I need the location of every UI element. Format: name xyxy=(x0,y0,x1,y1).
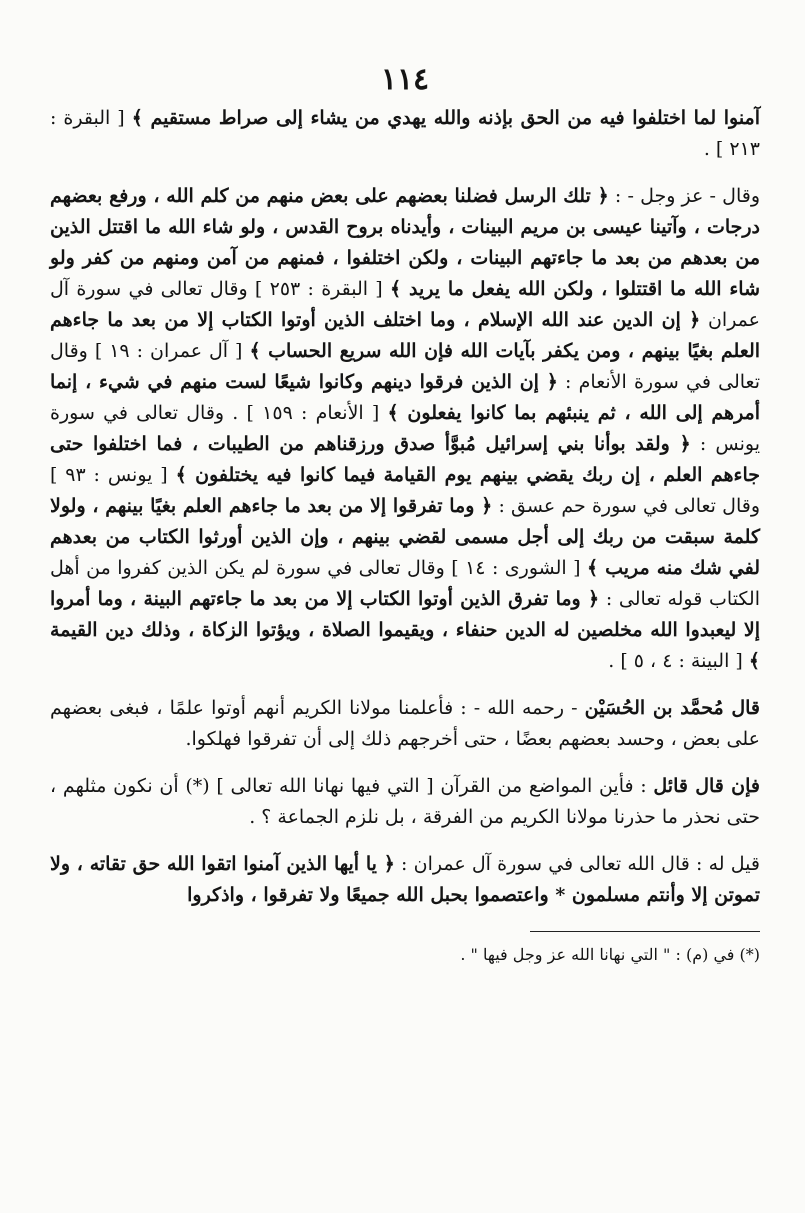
quran-verse: ﴿ إن الذين فرقوا دينهم وكانوا شيعًا لست منهم في شيء ، إنما أمرهم إلى الله ، ثم ينبئهم بما كانوا يفعلون ﴾ xyxy=(50,371,761,424)
quran-verse: ﴿ إن الدين عند الله الإسلام ، وما اختلف الذين أوتوا الكتاب إلا من بعد ما جاءهم العلم بغيًا بينهم ، ومن يكفر بآيات الله فإن الله سريع الحساب ﴾ xyxy=(50,309,761,362)
quran-verse: ﴿ ولقد بوأنا بني إسرائيل مُبوَّأ صدق ورزقناهم من الطيبات ، فما اختلفوا حتى جاءهم العلم ، إن ربك يقضي بينهم يوم القيامة فيما كانوا فيه يختلفون ﴾ xyxy=(50,433,761,486)
author-attribution: قال مُحمَّد بن الحُسَيْن xyxy=(584,697,761,719)
paragraph-5 xyxy=(50,849,760,911)
body-text: : فأين المواضع من القرآن [ التي فيها نهانا الله تعالى ] (*) أن نكون مثلهم ، حتى نحذر ما حذرنا مولانا الكريم من الفرقة ، بل نلزم الجماعة ؟ . xyxy=(50,775,760,828)
body-text: قيل له : قال الله تعالى في سورة آل عمران : xyxy=(394,853,760,875)
footnote-divider xyxy=(530,931,760,932)
body-text: [ البينة : ٤ ، ٥ ] . xyxy=(608,650,749,672)
quran-verse: ﴿ وما تفرق الذين أوتوا الكتاب إلا من بعد ما جاءتهم البينة ، وما أمروا إلا ليعبدوا الله مخلصين له الدين حنفاء ، ويقيموا الصلاة ، ويؤتوا الزكاة ، وذلك دين القيمة ﴾ xyxy=(50,588,760,672)
quran-verse: آمنوا لما اختلفوا فيه من الحق بإذنه والله يهدي من يشاء إلى صراط مستقيم ﴾ xyxy=(131,107,761,129)
body-text: وقال - عز وجل - : xyxy=(608,185,760,207)
paragraph-1 xyxy=(50,103,760,165)
paragraph-3 xyxy=(50,693,760,755)
page-number: ١١٤ xyxy=(380,62,430,97)
paragraph-4 xyxy=(50,771,760,833)
body-text: [ البقرة : ٢٥٣ ] وقال تعالى في سورة آل عمران xyxy=(50,278,760,331)
quran-verse: ﴿ وما تفرقوا إلا من بعد ما جاءهم العلم بغيًا بينهم ، ولولا كلمة سبقت من ربك إلى أجل مسمى لقضي بينهم ، وإن الذين أورثوا الكتاب من بعدهم لفي شك منه مريب ﴾ xyxy=(50,495,760,579)
body-text: [ يونس : ٩٣ ] وقال تعالى في سورة حم عسق : xyxy=(50,464,760,517)
quran-verse: ﴿ يا أيها الذين آمنوا اتقوا الله حق تقاته ، ولا تموتن إلا وأنتم مسلمون * واعتصموا بحبل الله جميعًا ولا تفرقوا ، واذكروا xyxy=(50,853,760,906)
body-text: - رحمه الله - : فأعلمنا مولانا الكريم أنهم أوتوا علمًا ، فبغى بعضهم على بعض ، وحسد بعضهم بعضًا ، حتى أخرجهم ذلك إلى أن تفرقوا فهلكوا. xyxy=(50,697,760,750)
quran-verse: ﴿ تلك الرسل فضلنا بعضهم على بعض منهم من كلم الله ، ورفع بعضهم درجات ، وآتينا عيسى بن مريم البينات ، وأيدناه بروح القدس ، ولو شاء الله ما اقتتل الذين من بعدهم من بعد ما جاءتهم البينات ، ولكن اختلفوا ، فمنهم من آمن ومنهم من كفر ولو شاء الله ما اقتتلوا ، ولكن الله يفعل ما يريد ﴾ xyxy=(50,185,760,300)
paragraph-2 xyxy=(50,181,760,677)
footnote: (*) في (م) : " التي نهانا الله عز وجل فيها " . xyxy=(460,945,760,964)
verse-reference: [ البقرة : ٢١٣ ] . xyxy=(50,107,760,160)
body-text: [ آل عمران : ١٩ ] وقال تعالى في سورة الأنعام : xyxy=(50,340,760,393)
question-lead: فإن قال قائل xyxy=(653,775,760,797)
body-text: [ الأنعام : ١٥٩ ] . وقال تعالى في سورة يونس : xyxy=(50,402,760,455)
body-text: [ الشورى : ١٤ ] وقال تعالى في سورة لم يكن الذين كفروا من أهل الكتاب قوله تعالى : xyxy=(50,557,760,610)
